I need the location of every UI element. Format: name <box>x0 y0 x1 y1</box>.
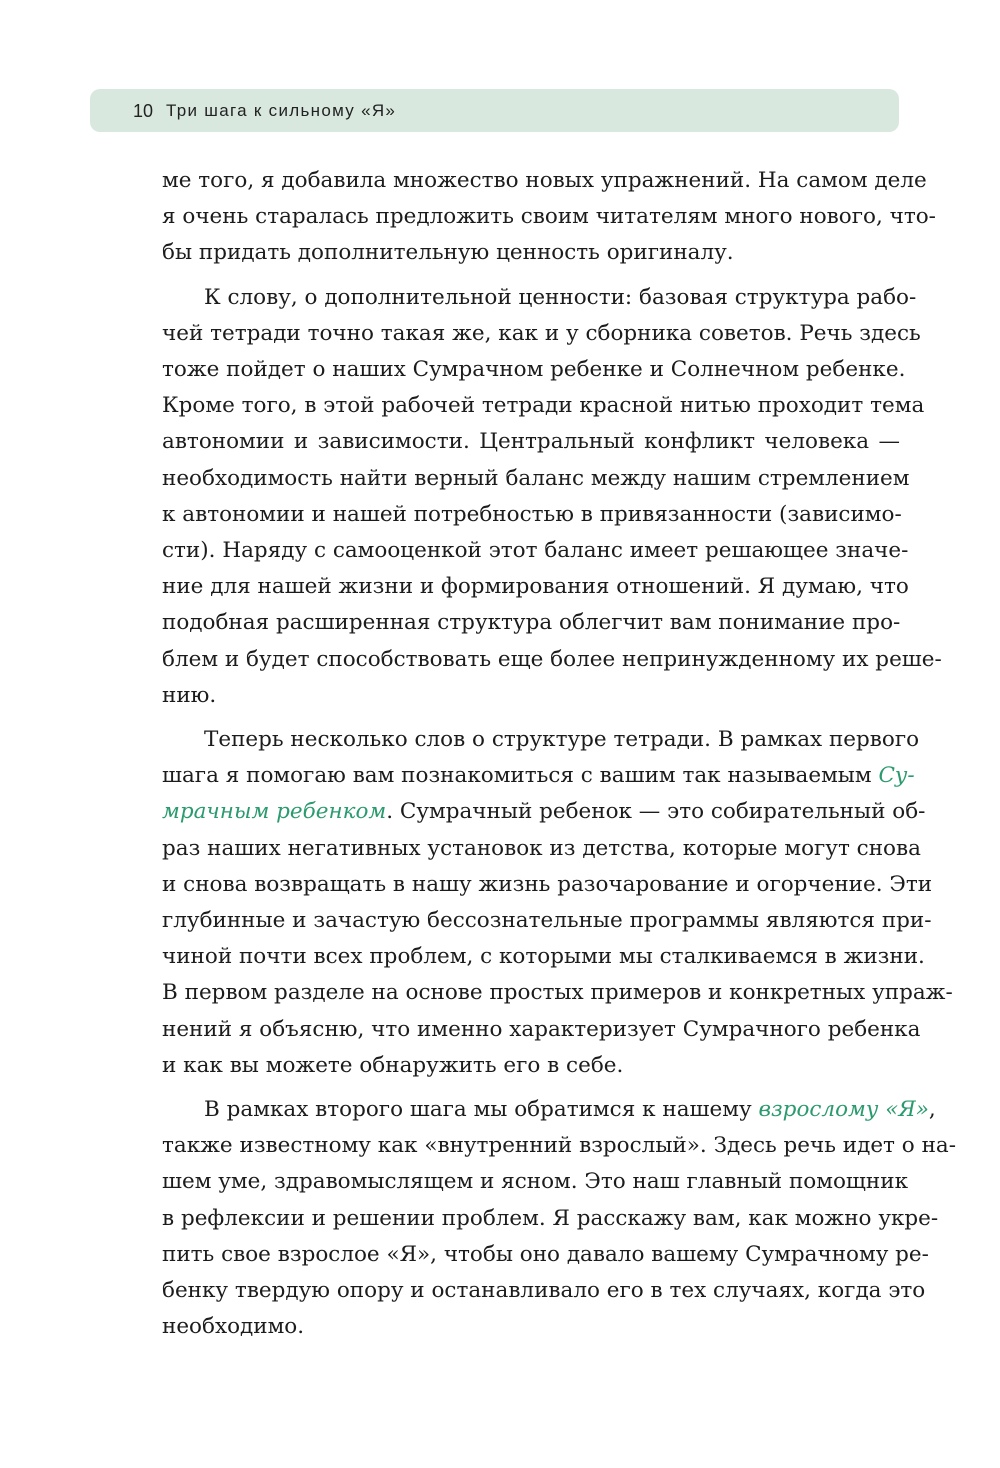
text-line: бы придать дополнительную ценность оригиналу. <box>162 240 734 266</box>
text-line: К слову, о дополнительной ценности: базовая структура рабо- <box>204 284 917 310</box>
text-line <box>162 794 926 830</box>
text-line: и как вы можете обнаружить его в себе. <box>162 1052 624 1078</box>
text-line: подобная расширенная структура облегчит вам понимание про- <box>162 610 901 636</box>
text-line: автономии и зависимости. Центральный конфликт человека — <box>162 429 900 455</box>
text-line: нений я объясню, что именно характеризует Сумрачного ребенка <box>162 1016 921 1042</box>
text-line: чиной почти всех проблем, с которыми мы сталкиваемся в жизни. <box>162 944 925 970</box>
text-line <box>162 758 915 794</box>
text-run: шага я помогаю вам познакомиться с вашим так называемым <box>162 763 879 789</box>
text-line: глубинные и зачастую бессознательные программы являются при- <box>162 908 932 934</box>
text-line: тоже пойдет о наших Сумрачном ребенке и Солнечном ребенке. <box>162 357 906 383</box>
text-line: и снова возвращать в нашу жизнь разочарование и огорчение. Эти <box>162 871 933 897</box>
text-line: раз наших негативных установок из детства, которые могут снова <box>162 835 921 861</box>
key-term: мрачным ребенком <box>162 799 387 825</box>
text-line: блем и будет способствовать еще более непринужденному их реше- <box>162 646 942 672</box>
running-title: Три шага к сильному «Я» <box>166 101 397 120</box>
text-line: бенку твердую опору и останавливало его в тех случаях, когда это <box>162 1278 926 1304</box>
text-run: , <box>928 1097 936 1123</box>
paragraph-2 <box>162 280 942 714</box>
text-run: . Сумрачный ребенок — это собирательный об- <box>386 799 926 825</box>
text-line: также известному как «внутренний взрослый». Здесь речь идет о на- <box>162 1133 956 1159</box>
text-line: к автономии и нашей потребностью в привязанности (зависимо- <box>162 501 902 527</box>
paragraph-3 <box>162 722 953 1084</box>
body-text <box>162 163 956 1354</box>
text-line: нию. <box>162 682 217 708</box>
text-line: чей тетради точно такая же, как и у сборника советов. Речь здесь <box>162 320 921 346</box>
text-line: ме того, я добавила множество новых упражнений. На самом деле <box>162 168 927 193</box>
text-line: Теперь несколько слов о структуре тетради. В рамках первого <box>204 727 920 753</box>
text-line: ние для нашей жизни и формирования отношений. Я думаю, что <box>162 574 909 600</box>
text-line: шем уме, здравомыслящем и ясном. Это наш главный помощник <box>162 1169 909 1195</box>
text-line <box>162 1092 936 1128</box>
paragraph-1 <box>162 163 936 272</box>
key-term: Су- <box>878 763 915 789</box>
text-line: в рефлексии и решении проблем. Я расскажу вам, как можно укре- <box>162 1205 939 1231</box>
text-line: пить свое взрослое «Я», чтобы оно давало вашему Сумрачному ре- <box>162 1241 929 1267</box>
text-line: В первом разделе на основе простых примеров и конкретных упраж- <box>162 980 953 1006</box>
text-line: необходимо. <box>162 1314 305 1340</box>
text-run: В рамках второго шага мы обратимся к нашему <box>204 1097 759 1123</box>
text-line: необходимость найти верный баланс между нашим стремлением <box>162 465 910 491</box>
paragraph-4 <box>162 1092 956 1345</box>
text-line: я очень старалась предложить своим читателям много нового, что- <box>162 204 936 230</box>
text-line: сти). Наряду с самооценкой этот баланс имеет решающее значе- <box>162 538 909 564</box>
key-term: взрослому «Я» <box>758 1097 929 1123</box>
page-number: 10 <box>133 101 154 121</box>
text-line: Кроме того, в этой рабочей тетради красной нитью проходит тема <box>162 393 925 419</box>
